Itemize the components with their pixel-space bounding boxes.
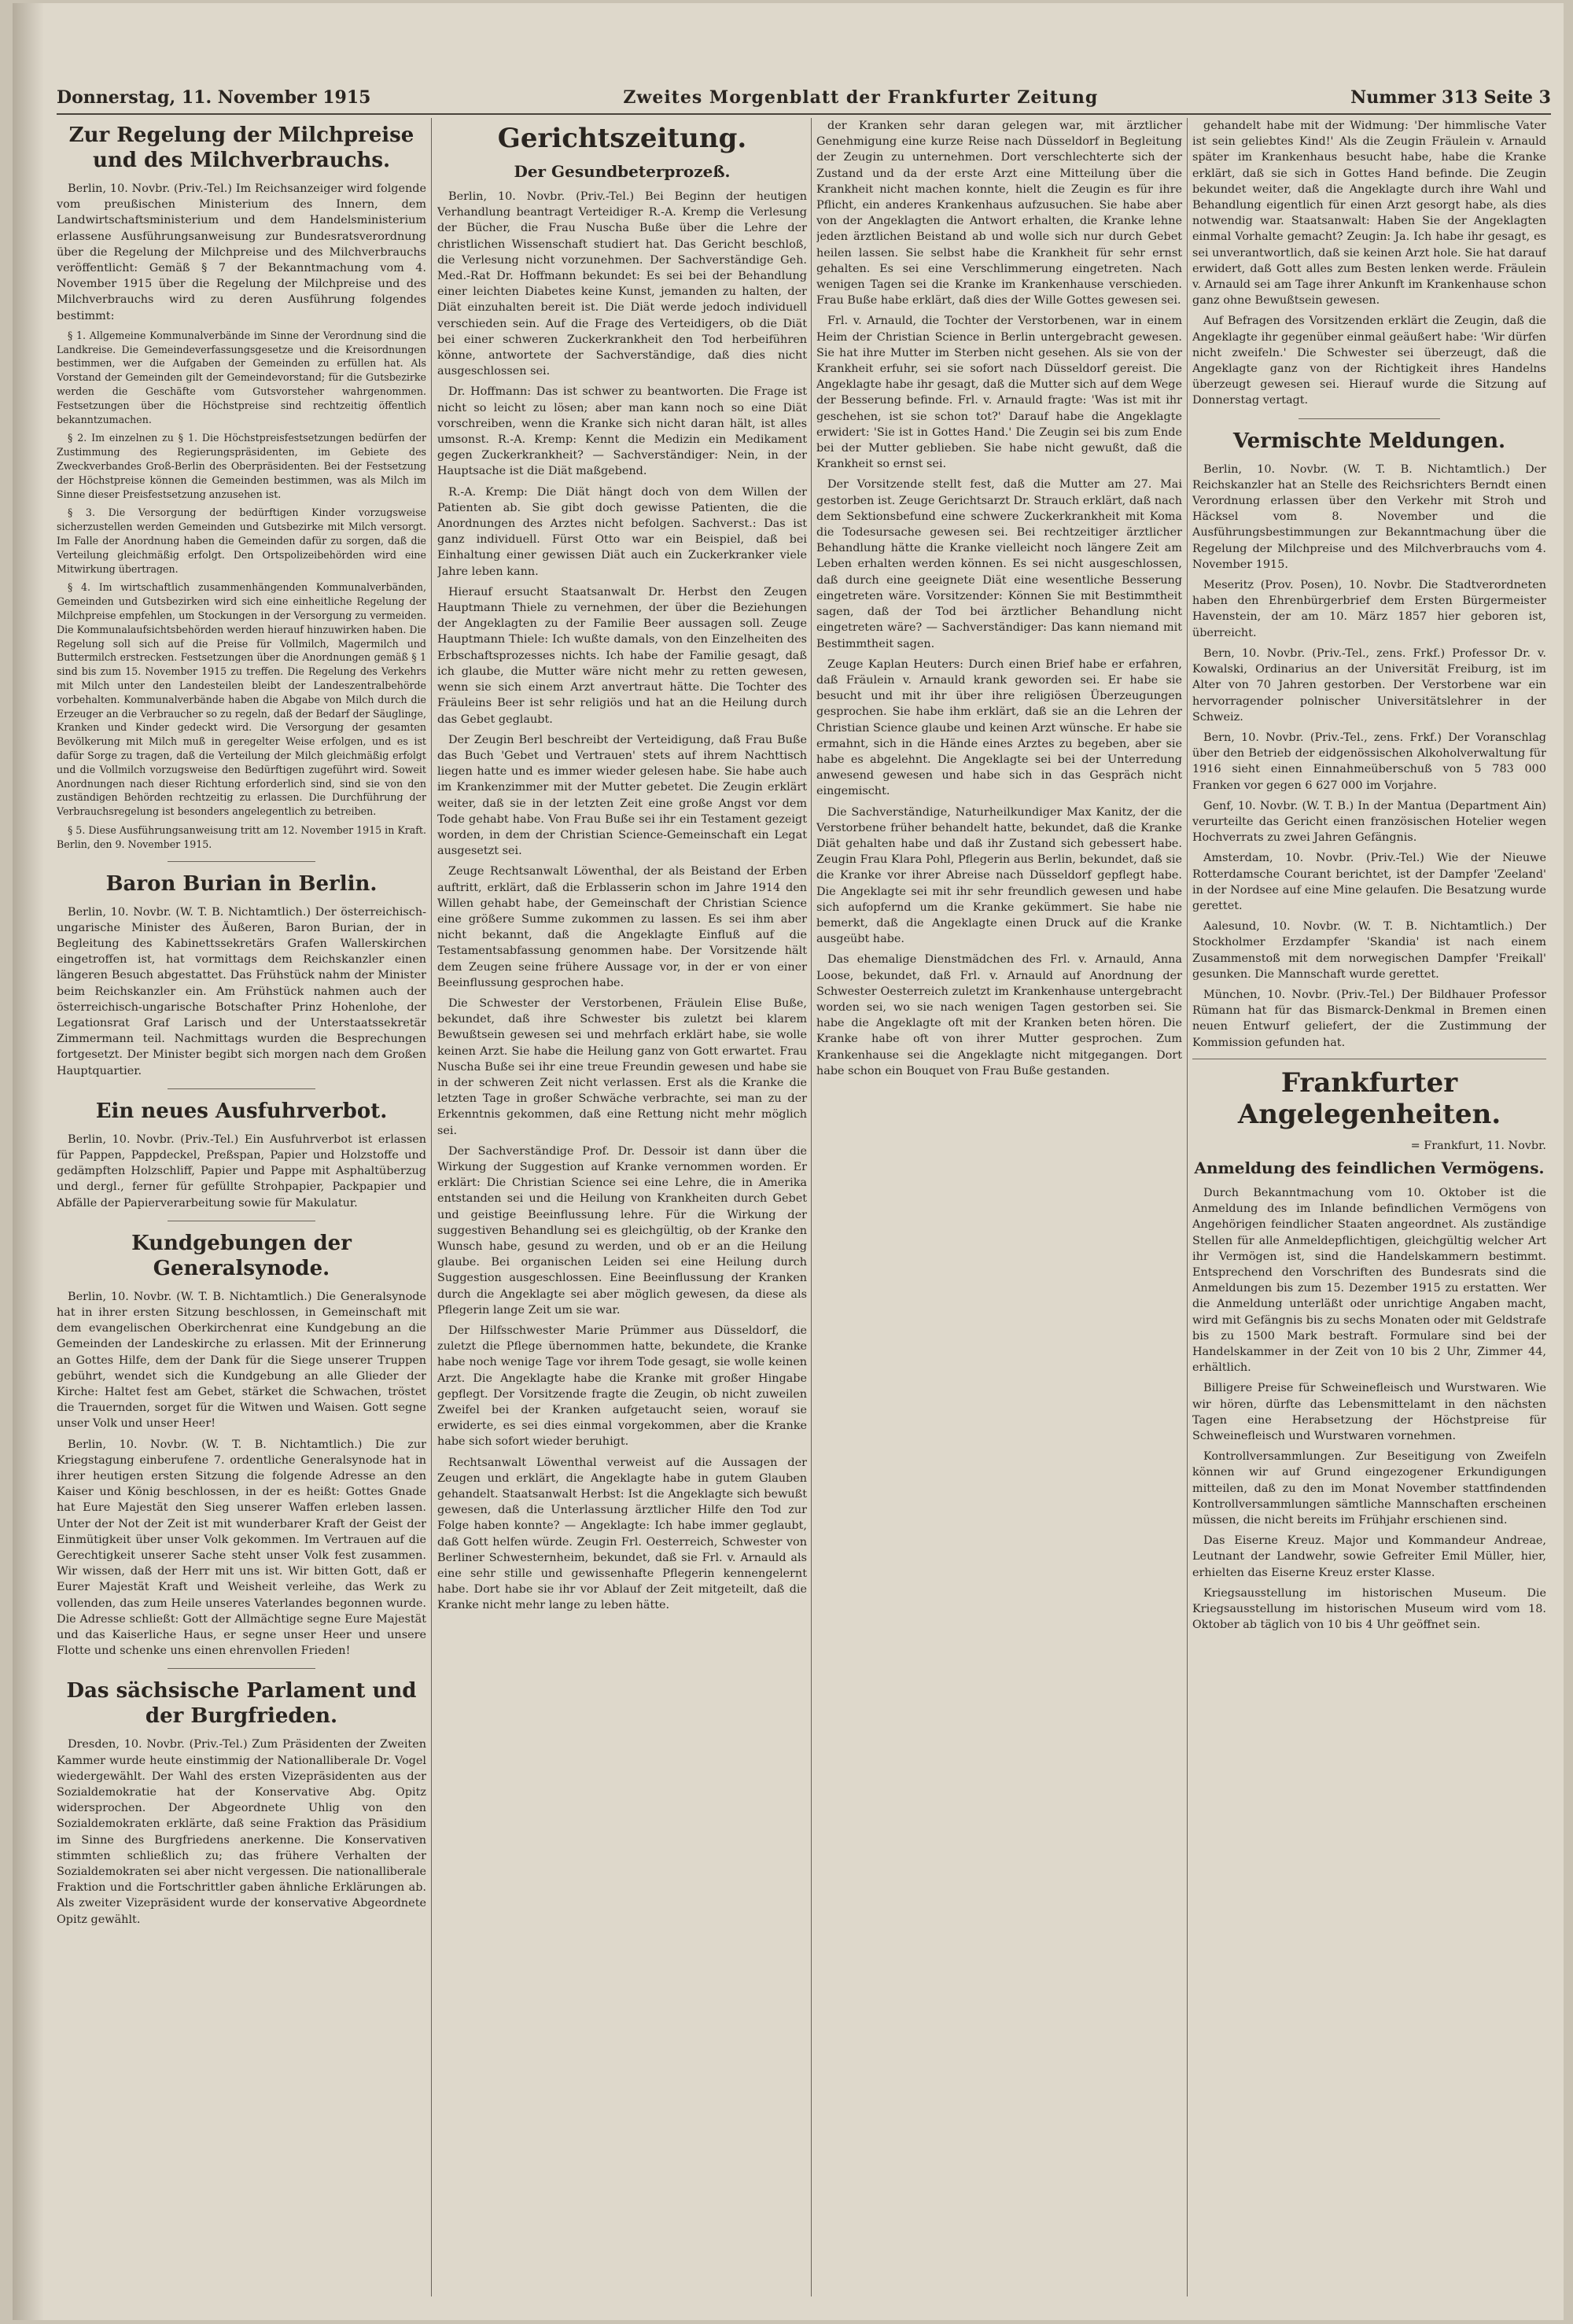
article-paragraph: der Kranken sehr daran gelegen war, mit ärztlicher Genehmigung eine kurze Reise nach Düsseldorf in Begleitung der Zeugin zu unternehmen. Dort verschlechterte sich der Zustand und da der erste Arzt eine Mitteilung über die Krankheit nicht machen konnte, hielt die Zeugin es für ihre Pflicht, ein anderes Krankenhaus aufzusuchen. Sie habe aber von der Angeklagten die Antwort erhalten, die Kranke lehne jeden ärztlichen Beistand ab und wolle sich nur durch Gebet heilen lassen. Sie selbst habe die Krankheit für sehr ernst gehalten. Es sei eine Verschlimmerung eingetreten. Nach wenigen Tagen sei die Kranke im Krankenhause verschieden. Frau Buße habe erklärt, daß dies der Wille Gottes gewesen sei. (816, 120, 1182, 308)
article-paragraph: Zeuge Rechtsanwalt Löwenthal, der als Beistand der Erben auftritt, erklärt, daß die Erblasserin schon im Jahre 1914 den Willen gehabt habe, der Gemeinschaft der Christian Science eine größere Summe zukommen zu lassen. Es sei ihm aber nicht bekannt, daß die Angeklagte Einfluß auf die Testamentsabfassung genommen habe. Der Vorsitzende hält dem Zeugen seine frühere Aussage vor, in der er von einer Beeinflussung gesprochen habe. (437, 865, 807, 989)
article-paragraph: Hierauf ersucht Staatsanwalt Dr. Herbst den Zeugen Hauptmann Thiele zu vernehmen, der über die Beziehungen der Angeklagten zu der Familie Beer aussagen soll. Zeuge Hauptmann Thiele: Ich wußte damals, von den Einzelheiten des Erbschaftsprozesses nichts. Ich habe der Familie gesagt, daß ich glaube, die Mutter wäre nicht mehr zu retten gewesen, wenn sie sich einem Arzt anvertraut hätte. Die Tochter des Fräuleins Beer ist sehr religiös und hat an die Heilung durch das Gebet geglaubt. (437, 585, 807, 726)
article-paragraph: Der Hilfsschwester Marie Prümmer aus Düsseldorf, die zuletzt die Pflege übernommen hatte, bekundete, die Kranke habe noch wenige Tage vor ihrem Tode gesagt, sie wolle keinen Arzt. Die Angeklagte habe die Kranke mit großer Hingabe gepflegt. Der Vorsitzende fragte die Zeugin, ob nicht zuweilen Zweifel bei der Kranken aufgetaucht seien, worauf sie erwiderte, es sei dies einmal vorgekommen, aber die Kranke habe sich sofort wieder beruhigt. (437, 1324, 807, 1449)
article-paragraph: Dresden, 10. Novbr. (Priv.-Tel.) Zum Präsidenten der Zweiten Kammer wurde heute einstimmig der Nationalliberale Dr. Vogel wiedergewählt. Der Wahl des ersten Vizepräsidenten aus der Sozialdemokratie hat der Konservative Abg. Opitz widersprochen. Der Abgeordnete Uhlig von den Sozialdemokraten erklärte, daß seine Fraktion das Präsidium im Sinne des Burgfriedens anerkenne. Die Konservativen stimmten schließlich zu; das frühere Verhalten der Sozialdemokraten sei aber nicht vergessen. Die nationalliberale Fraktion und die Fortschrittler gaben ähnliche Erklärungen ab. Als zweiter Vizepräsident wurde der konservative Abgeordnete Opitz gewählt. (57, 1738, 426, 1926)
dateline: = Frankfurt, 11. Novbr. (1410, 1139, 1546, 1152)
binding-shadow (13, 3, 44, 2320)
header-page-number: Nummer 313 Seite 3 (1350, 87, 1551, 108)
column-2 (437, 118, 807, 2296)
article-paragraph: Durch Bekanntmachung vom 10. Oktober ist die Anmeldung des im Inlande befindlichen Vermögens von Angehörigen feindlicher Staaten angeordnet. Als zuständige Stellen für alle Anmeldepflichtigen, gleichgültig welcher Art ihr Vermögen ist, sind die Handelskammern bestimmt. Entsprechend den Vorschriften des Bundesrats sind die Anmeldungen bis zum 15. Dezember 1915 zu erstatten. Wer die Anmeldung unterläßt oder unrichtige Angaben macht, wird mit Gefängnis bis zu sechs Monaten oder mit Geldstrafe bis zu 1500 Mark bestraft. Formulare sind bei der Handelskammer in der Zeit von 10 bis 2 Uhr, Zimmer 44, erhältlich. (1192, 1186, 1546, 1375)
article-paragraph: gehandelt habe mit der Widmung: 'Der himmlische Vater ist sein geliebtes Kind!' Als die Zeugin Fräulein v. Arnauld später im Krankenhaus besucht habe, habe die Kranke erklärt, daß sie sich in Gottes Hand befinde. Die Zeugin bekundet weiter, daß die Angeklagte durch ihre Wahl und Behandlung eigentlich für einen Arzt gesorgt habe, als dies notwendig war. Staatsanwalt: Haben Sie der Angeklagten einmal Vorhalte gemacht? Zeugin: Ja. Ich habe ihr gesagt, es sei unverantwortlich, daß sie keinen Arzt hole. Sie hat darauf erwidert, daß Gott alles zum Besten lenken werde. Fräulein v. Arnauld sei am Tage ihrer Ankunft im Krankenhause schon ganz ohne Bewußtsein gewesen. (1192, 120, 1546, 308)
header-date: Donnerstag, 11. November 1915 (57, 87, 371, 108)
article-paragraph: Kontrollversammlungen. Zur Beseitigung von Zweifeln können wir auf Grund eingezogener Erkundigungen mitteilen, daß zu den im Monat November stattfindenden Kontrollversammlungen sämtliche Mannschaften erscheinen müssen, die nicht bereits im Frühjahr erschienen sind. (1192, 1450, 1546, 1527)
article-headline: Kundgebungen der Generalsynode. (131, 1231, 352, 1280)
article-paragraph: Frl. v. Arnauld, die Tochter der Verstorbenen, war in einem Heim der Christian Science in Berlin untergebracht gewesen. Sie hat ihre Mutter im Sterben nicht gesehen. Als sie von der Krankheit erfuhr, sei sie sofort nach Düsseldorf gereist. Die Angeklagte habe ihr gesagt, daß die Mutter sich auf dem Wege der Besserung befinde. Frl. v. Arnauld fragte: 'Was ist mit ihr geschehen, ist sie schon tot?' Darauf habe die Angeklagte erwidert: 'Sie ist in Gottes Hand.' Die Zeugin sei bis zum Ende bei der Mutter geblieben. Sie habe nicht gewußt, daß die Krankheit so ernst sei. (816, 315, 1182, 471)
article-paragraph: Genf, 10. Novbr. (W. T. B.) In der Mantua (Department Ain) verurteilte das Gericht einen französischen Hotelier wegen Hochverrats zu zwei Jahren Gefängnis. (1192, 799, 1546, 845)
article-paragraph: § 3. Die Versorgung der bedürftigen Kinder vorzugsweise sicherzustellen werden Gemeinden und Gutsbezirke mit Milch versorgt. Im Falle der Anordnung haben die Gemeinden dafür zu sorgen, daß die Verteilung gleichmäßig erfolgt. Den Ortspolizeibehörden wird eine Mitwirkung übertragen. (57, 506, 426, 575)
article-paragraph: Meseritz (Prov. Posen), 10. Novbr. Die Stadtverordneten haben den Ehrenbürgerbrief dem Ersten Bürgermeister Havenstein, der am 10. März 1857 hier geboren ist, überreicht. (1192, 579, 1546, 639)
page-header (57, 82, 1551, 115)
section-divider (1299, 418, 1440, 419)
article-paragraph: München, 10. Novbr. (Priv.-Tel.) Der Bildhauer Professor Rümann hat für das Bismarck-Denkmal in Bremen einen neuen Entwurf geliefert, der die Zustimmung der Kommission gefunden hat. (1192, 988, 1546, 1049)
article-paragraph: Amsterdam, 10. Novbr. (Priv.-Tel.) Wie der Nieuwe Rotterdamsche Courant berichtet, ist der Dampfer 'Zeeland' in der Nordsee auf eine Mine gelaufen. Die Besatzung wurde gerettet. (1192, 852, 1546, 912)
article-headline: Anmeldung des feindlichen Vermögens. (1194, 1158, 1545, 1177)
article-headline: Zur Regelung der Milchpreise und des Milchverbrauchs. (68, 123, 414, 172)
article-paragraph: Berlin, 10. Novbr. (W. T. B. Nichtamtlich.) Der Reichskanzler hat an Stelle des Reichsrichters Berndt einen Verordnung erlassen über den Verkehr mit Stroh und Häcksel vom 8. November und die Ausführungsbestimmungen zur Bekanntmachung über die Regelung der Milchpreise und des Milchverbrauchs vom 4. November 1915. (1192, 462, 1546, 571)
article-paragraph: Auf Befragen des Vorsitzenden erklärt die Zeugin, daß die Angeklagte ihr gegenüber einmal geäußert habe: 'Wir dürfen nicht zweifeln.' Die Schwester sei überzeugt, daß die Angeklagte ganz von der Richtigkeit ihres Handelns überzeugt gewesen sei. Hierauf wurde die Sitzung auf Donnerstag vertagt. (1192, 315, 1546, 407)
article-paragraph: Kriegsausstellung im historischen Museum. Die Kriegsausstellung im historischen Museum wird vom 18. Oktober ab täglich von 10 bis 4 Uhr geöffnet sein. (1192, 1586, 1546, 1632)
article-paragraph: Das Eiserne Kreuz. Major und Kommandeur Andreae, Leutnant der Landwehr, sowie Gefreiter Emil Müller, hier, erhielten das Eiserne Kreuz erster Klasse. (1192, 1534, 1546, 1579)
article-headline: Ein neues Ausfuhrverbot. (95, 1099, 388, 1123)
article-headline: Der Gesundbeterprozeß. (514, 162, 731, 181)
article-paragraph: Der Vorsitzende stellt fest, daß die Mutter am 27. Mai gestorben ist. Zeuge Gerichtsarzt Dr. Strauch erklärt, daß nach dem Sektionsbefund eine schwere Zuckerkrankheit mit Koma die Todesursache gewesen sei. Bei rechtzeitiger ärztlicher Behandlung hätte die Kranke vielleicht noch längere Zeit am Leben erhalten werden können. Es sei nicht ausgeschlossen, daß durch eine geeignete Diät eine wesentliche Besserung eingetreten wäre. Vorsitzender: Können Sie mit Bestimmtheit sagen, daß der Tod bei ärztlicher Behandlung nicht eingetreten wäre? — Sachverständiger: Das kann niemand mit Bestimmtheit sagen. (816, 478, 1182, 650)
article-paragraph: Der Sachverständige Prof. Dr. Dessoir ist dann über die Wirkung der Suggestion auf Kranke vernommen worden. Er erklärt: Die Christian Science sei eine Lehre, die in Amerika entstanden sei und die Heilung von Krankheiten durch Gebet und geistige Beeinflussung lehre. Für die Wirkung der suggestiven Behandlung sei es gleichgültig, ob der Kranke den Wunsch habe, gesund zu werden, und ob er an die Heilung glaube. Bei organischen Leiden sei eine Heilung durch Suggestion ausgeschlossen. Eine Beeinflussung der Kranken durch die Angeklagte sei aber möglich gewesen, da diese als Pflegerin lange Zeit um sie war. (437, 1144, 807, 1317)
header-title: Zweites Morgenblatt der Frankfurter Zeitung (623, 87, 1099, 108)
section-divider (168, 1088, 315, 1089)
article-paragraph: Das ehemalige Dienstmädchen des Frl. v. Arnauld, Anna Loose, bekundet, daß Frl. v. Arnauld auf Anordnung der Schwester Oesterreich zuletzt im Krankenhause untergebracht worden sei, wo sie nach wenigen Tagen gestorben sei. Sie habe die Angeklagte oft mit der Kranken beten hören. Die Kranke habe oft von ihrer Mutter gesprochen. Zum Krankenhause sei die Angeklagte nicht mitgegangen. Dort habe schon ein Bouquet von Frau Buße gestanden. (816, 953, 1182, 1077)
article-paragraph: Zeuge Kaplan Heuters: Durch einen Brief habe er erfahren, daß Fräulein v. Arnauld krank geworden sei. Er habe sie besucht und mit ihr über ihre religiösen Überzeugungen gesprochen. Sie habe ihm erklärt, daß sie an die Lehren der Christian Science glaube und keinen Arzt wünsche. Er habe sie ermahnt, sich in die Hände eines Arztes zu begeben, aber sie habe es abgelehnt. Die Angeklagte sei bei der Unterredung anwesend gewesen und habe sich in das Gespräch nicht eingemischt. (816, 657, 1182, 798)
article-paragraph: Bern, 10. Novbr. (Priv.-Tel., zens. Frkf.) Der Voranschlag über den Betrieb der eidgenössischen Alkoholverwaltung für 1916 sieht einen Einnahmeüberschuß von 5 783 000 Franken vor gegen 6 627 000 im Vorjahre. (1192, 731, 1546, 792)
column-rule (1187, 118, 1188, 2296)
article-paragraph: Aalesund, 10. Novbr. (W. T. B. Nichtamtlich.) Der Stockholmer Erzdampfer 'Skandia' ist nach einem Zusammenstoß mit dem norwegischen Dampfer 'Freikall' gesunken. Die Mannschaft wurde gerettet. (1192, 920, 1546, 981)
section-divider (168, 861, 315, 862)
article-paragraph: Berlin, 10. Novbr. (W. T. B. Nichtamtlich.) Der österreichisch-ungarische Minister des Äußeren, Baron Burian, der in Begleitung des Kabinettssekretärs Grafen Wallerskirchen eingetroffen ist, hat vormittags dem Reichskanzler einen längeren Besuch abgestattet. Das Frühstück nahm der Minister beim Reichskanzler ein. Am Frühstück nahmen auch der österreichisch-ungarische Botschafter Prinz Hohenlohe, der Legationsrat Graf Larisch und der Unterstaatssekretär Zimmermann teil. Nachmittags wurden die Besprechungen fortgesetzt. Der Minister begibt sich morgen nach dem Großen Hauptquartier. (57, 905, 426, 1077)
article-paragraph: Die Sachverständige, Naturheilkundiger Max Kanitz, der die Verstorbene früher behandelt hatte, bekundet, daß die Kranke Diät gehalten habe und daß ihr Zustand sich gebessert habe. Zeugin Frau Klara Pohl, Pflegerin aus Berlin, bekundet, daß sie die Kranke vor ihrer Abreise nach Düsseldorf gepflegt habe. Die Angeklagte sei mit ihr sehr freundlich gewesen und habe sich aufopfernd um die Kranke gekümmert. Sie habe nie bemerkt, daß die Angeklagte einen Druck auf die Kranke ausgeübt habe. (816, 805, 1182, 946)
article-paragraph: § 4. Im wirtschaftlich zusammenhängenden Kommunalverbänden, Gemeinden und Gutsbezirken wird sich eine einheitliche Regelung der Milchpreise empfehlen, um Stockungen in der Versorgung zu vermeiden. Die Kommunalaufsichtsbehörden werden hierauf hinzuwirken haben. Die Regelung soll sich auf die Preise für Vollmilch, Magermilch und Buttermilch erstrecken. Festsetzungen über die Anordnungen gemäß § 1 sind bis zum 15. November 1915 zu treffen. Die Regelung des Verkehrs mit Milch unter den Landesteilen bleibt der Landeszentralbehörde vorbehalten. Kommunalverbände haben die Abgabe von Milch durch die Erzeuger an die Verbraucher so zu regeln, daß der Bedarf der Säuglinge, Kranken und Kinder gedeckt wird. Die Versorgung der gesamten Bevölkerung mit Milch muß in geregelter Weise erfolgen, und es ist dafür Sorge zu tragen, daß die Verteilung der Milch gleichmäßig erfolgt und die Vollmilch vorzugsweise den Bedürftigen zugeführt wird. Soweit Anordnungen nach dieser Richtung erforderlich sind, sind sie von den zuständigen Behörden rechtzeitig zu erlassen. Die Durchführung der Verbrauchsregelung ist besonders angelegentlich zu betreiben. (57, 581, 426, 818)
article-paragraph: Dr. Hoffmann: Das ist schwer zu beantworten. Die Frage ist nicht so leicht zu lösen; aber man kann noch so eine Diät vorschreiben, wenn die Kranke sich nicht daran hält, ist alles umsonst. R.-A. Kremp: Kennt die Medizin ein Medikament gegen Zuckerkrankheit? — Sachverständiger: Nein, in der Hauptsache ist die Diät maßgebend. (437, 385, 807, 478)
article-paragraph: Berlin, 10. Novbr. (Priv.-Tel.) Ein Ausfuhrverbot ist erlassen für Pappen, Pappdeckel, Preßspan, Papier und Holzstoffe und gedämpften Holzschliff, Papier und Pappe mit Asphaltüberzug und dergl., ferner für gefüllte Strohpapier, Packpapier und Abfälle der Papierverarbeitung sowie für Makulatur. (57, 1133, 426, 1210)
section-divider (168, 1668, 315, 1669)
article-paragraph: Die Schwester der Verstorbenen, Fräulein Elise Buße, bekundet, daß ihre Schwester bis zuletzt bei klarem Bewußtsein gewesen sei und mehrfach erklärt habe, sie wolle keinen Arzt. Sie habe die Heilung ganz von Gott erwartet. Frau Nuscha Buße sei ihr eine treue Freundin gewesen und habe sie in der schweren Zeit nicht verlassen. Erst als die Kranke die letzten Tage in großer Schwäche verbrachte, sei man zu der Erkenntnis gekommen, daß eine Rettung nicht mehr möglich sei. (437, 996, 807, 1137)
article-paragraph: R.-A. Kremp: Die Diät hängt doch von dem Willen der Patienten ab. Sie gibt doch gewisse Patienten, die die Anordnungen des Arztes nicht befolgen. Sachverst.: Das ist ganz individuell. Fürst Otto war ein Beispiel, daß bei Einhaltung einer gewissen Diät auch ein Zuckerkranker viele Jahre leben kann. (437, 485, 807, 578)
article-paragraph: Billigere Preise für Schweinefleisch und Wurstwaren. Wie wir hören, dürfte das Lebensmittelamt in den nächsten Tagen eine Herabsetzung der Höchstpreise für Schweinefleisch und Wurstwaren vornehmen. (1192, 1382, 1546, 1443)
column-rule (811, 118, 812, 2296)
column-rule (431, 118, 432, 2296)
article-paragraph: Berlin, 10. Novbr. (W. T. B. Nichtamtlich.) Die zur Kriegstagung einberufene 7. ordentliche Generalsynode hat in ihrer heutigen ersten Sitzung die folgende Adresse an den Kaiser und König beschlossen, in der es heißt: Gottes Gnade hat Eure Majestät den Sieg unserer Waffen erleben lassen. Unter der Not der Zeit ist mit wunderbarer Kraft der Geist der Einmütigkeit über unser Volk gekommen. Im Vertrauen auf die Gerechtigkeit unserer Sache steht unser Volk fest zusammen. Wir wissen, daß der Herr mit uns ist. Wir bitten Gott, daß er Eurer Majestät Kraft und Weisheit verleihe, das Werk zu vollenden, das zum Heile unseres Vaterlandes begonnen wurde. Die Adresse schließt: Gott der Allmächtige segne Eure Majestät und das Kaiserliche Haus, er segne unser Heer und unsere Flotte und schenke uns einen ehrenvollen Frieden! (57, 1438, 426, 1658)
article-headline: Baron Burian in Berlin. (105, 871, 378, 896)
section-headline: Frankfurter Angelegenheiten. (1237, 1066, 1501, 1130)
column-4 (1192, 118, 1546, 2296)
article-paragraph: Bern, 10. Novbr. (Priv.-Tel., zens. Frkf.) Professor Dr. v. Kowalski, Ordinarius an der Universität Freiburg, ist im Alter von 70 Jahren gestorben. Der Verstorbene war ein hervorragender polnischer Universitätslehrer in der Schweiz. (1192, 646, 1546, 724)
article-paragraph: § 2. Im einzelnen zu § 1. Die Höchstpreisfestsetzungen bedürfen der Zustimmung des Regierungspräsidenten, im Gebiete des Zweckverbandes Groß-Berlin des Oberpräsidenten. Bei der Festsetzung der Höchstpreise können die Gemeinden bestimmen, was als Milch im Sinne dieser Preisfestsetzung anzusehen ist. (57, 432, 426, 500)
column-3 (816, 118, 1182, 2296)
section-headline: Gerichtszeitung. (497, 123, 747, 154)
article-paragraph: Berlin, 10. Novbr. (Priv.-Tel.) Im Reichsanzeiger wird folgende vom preußischen Ministerium des Innern, dem Landwirtschaftsministerium und dem Handelsministerium erlassene Ausführungsanweisung zur Bundesratsverordnung über die Regelung der Milchpreise und des Milchverbrauchs veröffentlicht: Gemäß § 7 der Bekanntmachung vom 4. November 1915 über die Regelung der Milchpreise und des Milchverbrauchs wird zu deren Ausführung folgendes bestimmt: (57, 182, 426, 322)
article-paragraph: Berlin, 10. Novbr. (W. T. B. Nichtamtlich.) Die Generalsynode hat in ihrer ersten Sitzung beschlossen, in Gemeinschaft mit dem evangelischen Oberkirchenrat eine Kundgebung an die Gemeinden der Landeskirche zu erlassen. Mit der Erinnerung an Gottes Hilfe, dem der Dank für die Siege unserer Truppen gebührt, wendet sich die Kundgebung an alle Glieder der Kirche: Haltet fest am Gebet, stärket die Schwachen, tröstet die Trauernden, sorget für die Witwen und Waisen. Gott segne unser Volk und unser Heer! (57, 1290, 426, 1431)
column-1 (57, 118, 426, 2296)
article-paragraph: § 5. Diese Ausführungsanweisung tritt am 12. November 1915 in Kraft. Berlin, den 9. November 1915. (57, 823, 426, 850)
article-paragraph: § 1. Allgemeine Kommunalverbände im Sinne der Verordnung sind die Landkreise. Die Gemeindeverfassungsgesetze und die Kreisordnungen bestimmen, wer die Aufgaben der Gemeinden zu erfüllen hat. Als Vorstand der Gemeinden gilt der Gemeindevorstand; für die Gutsbezirke werden die Geschäfte vom Gutsvorsteher wahrgenommen. Festsetzungen über die Höchstpreise sind rechtzeitig öffentlich bekanntzumachen. (57, 329, 426, 425)
article-paragraph: Rechtsanwalt Löwenthal verweist auf die Aussagen der Zeugen und erklärt, die Angeklagte habe in gutem Glauben gehandelt. Staatsanwalt Herbst: Ist die Angeklagte sich bewußt gewesen, daß die Unterlassung ärztlicher Hilfe den Tod zur Folge haben konnte? — Angeklagte: Ich habe immer geglaubt, daß Gott helfen würde. Zeugin Frl. Oesterreich, Schwester von Berliner Schwesternheim, bekundet, daß sie Frl. v. Arnauld als eine sehr stille und gewissenhafte Pflegerin kennengelernt habe. Dort habe sie ihr vor Ablauf der Zeit mitgeteilt, daß die Kranke nicht mehr lange zu leben hätte. (437, 1456, 807, 1612)
newspaper-page (13, 3, 1564, 2320)
article-paragraph: Der Zeugin Berl beschreibt der Verteidigung, daß Frau Buße das Buch 'Gebet und Vertrauen' stets auf ihrem Nachttisch liegen hatte und es immer wieder gelesen habe. Sie habe auch im Krankenzimmer mit der Mutter gebetet. Die Zeugin erklärt weiter, daß sie in der letzten Zeit eine große Angst vor dem Tode gehabt habe. Von Frau Buße sei ihr ein Testament gezeigt worden, in dem der Christian Science-Gemeinschaft ein Legat ausgesetzt sei. (437, 733, 807, 858)
article-paragraph: Berlin, 10. Novbr. (Priv.-Tel.) Bei Beginn der heutigen Verhandlung beantragt Verteidiger R.-A. Kremp die Verlesung der Bücher, die Frau Nuscha Buße über die Lehre der christlichen Wissenschaft studiert hat. Das Gericht beschloß, die Verlesung nicht vorzunehmen. Der Sachverständige Geh. Med.-Rat Dr. Hoffmann bekundet: Es sei bei der Behandlung einer leichten Diabetes keine Kunst, jemanden zu halten, der Diät einzuhalten bereit ist. Die Diät werde jedoch individuell verschieden sein. Auf die Frage des Verteidigers, ob die Diät bei einer schweren Zuckerkrankheit den Tod herbeiführen könne, antwortete der Sachverständige, daß dies nicht ausgeschlossen sei. (437, 190, 807, 378)
section-headline: Vermischte Meldungen. (1232, 429, 1506, 453)
article-headline: Das sächsische Parlament und der Burgfrieden. (66, 1679, 417, 1729)
